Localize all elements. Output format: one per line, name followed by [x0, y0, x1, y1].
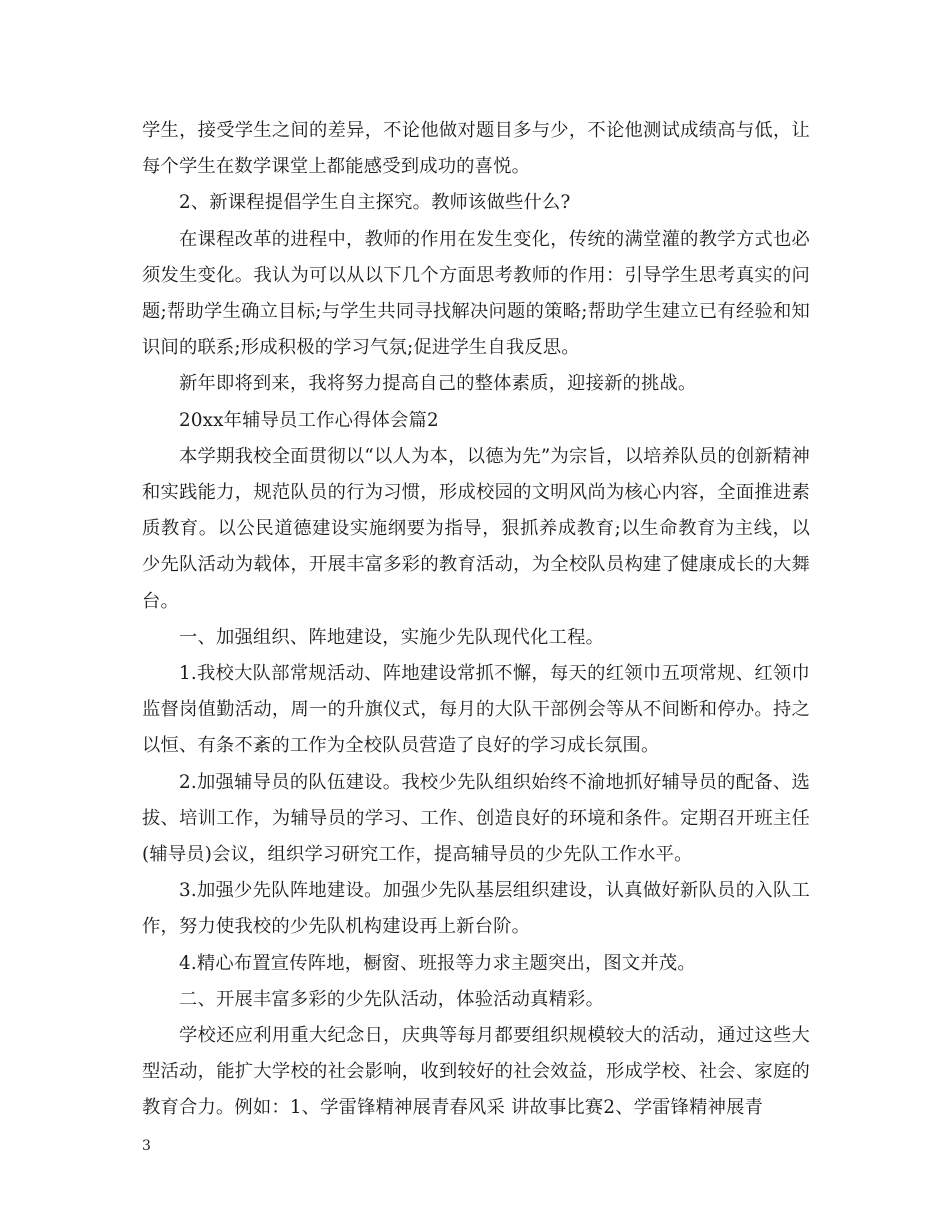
subheading-2: 二、开展丰富多彩的少先队活动，体验活动真精彩。	[179, 988, 605, 1010]
page-number: 3	[142, 1138, 151, 1154]
paragraph-11: 4.精心布置宣传阵地，橱窗、班报等力求主题突出，图文并茂。	[179, 952, 696, 974]
subheading-1: 一、加强组织、阵地建设，实施少先队现代化工程。	[179, 626, 605, 648]
section-heading: 20xx年辅导员工作心得体会篇2	[179, 409, 439, 431]
paragraph-10: 3.加强少先队阵地建设。加强少先队基层组织建设，认真做好新队员的入队工作，努力使我校的少先队机构建设再上新台阶。	[142, 880, 810, 938]
paragraph-3: 在课程改革的进程中，教师的作用在发生变化，传统的满堂灌的教学方式也必须发生变化。我认为可以从以下几个方面思考教师的作用：引导学生思考真实的问题;帮助学生确立目标;与学生共同寻找解决问题的策略;帮助学生建立已有经验和知识间的联系;形成积极的学习气氛;促进学生自我反思。	[142, 228, 810, 359]
paragraph-2: 2、新课程提倡学生自主探究。教师该做些什么?	[179, 192, 571, 214]
paragraph-13: 学校还应利用重大纪念日，庆典等每月都要组织规模较大的活动，通过这些大型活动，能扩大学校的社会影响，收到较好的社会效益，形成学校、社会、家庭的教育合力。例如：1、学雷锋精神展青春风采 讲故事比赛2、学雷锋精神展青	[142, 1025, 810, 1119]
paragraph-8: 1.我校大队部常规活动、阵地建设常抓不懈，每天的红领巾五项常规、红领巾监督岗值勤活动，周一的升旗仪式，每月的大队干部例会等从不间断和停办。持之以恒、有条不紊的工作为全校队员营造了良好的学习成长氛围。	[142, 663, 810, 757]
paragraph-1: 学生，接受学生之间的差异，不论他做对题目多与少，不论他测试成绩高与低，让每个学生在数学课堂上都能感受到成功的喜悦。	[142, 120, 810, 178]
paragraph-4: 新年即将到来，我将努力提高自己的整体素质，迎接新的挑战。	[179, 373, 697, 395]
paragraph-6: 本学期我校全面贯彻以“以人为本，以德为先”为宗旨，以培养队员的创新精神和实践能力，规范队员的行为习惯，形成校园的文明风尚为核心内容，全面推进素质教育。以公民道德建设实施纲要为指导，狠抓养成教育;以生命教育为主线，以少先队活动为载体，开展丰富多彩的教育活动，为全校队员构建了健康成长的大舞台。	[142, 445, 810, 612]
document-body	[142, 113, 810, 1127]
paragraph-9: 2.加强辅导员的队伍建设。我校少先队组织始终不渝地抓好辅导员的配备、选拔、培训工作，为辅导员的学习、工作、创造良好的环境和条件。定期召开班主任(辅导员)会议，组织学习研究工作，提高辅导员的少先队工作水平。	[142, 771, 810, 866]
